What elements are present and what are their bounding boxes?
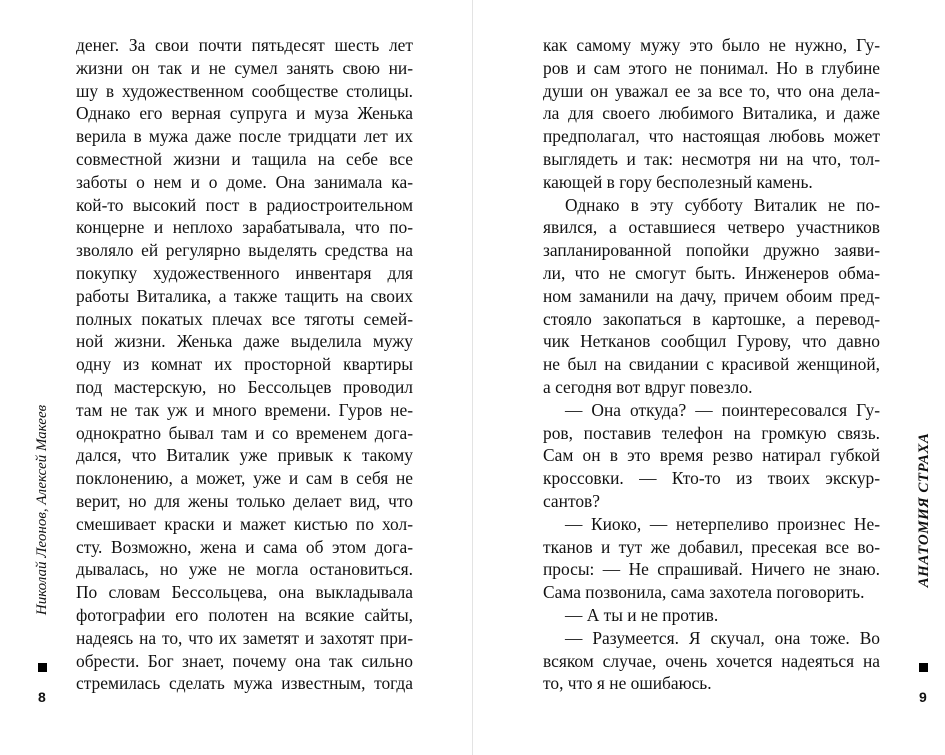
text-line: под мастерскую, но Бессольцев проводил	[76, 376, 413, 397]
text-line: сантов?	[543, 490, 600, 511]
text-line: верит, но для жены только делает вид, что	[76, 490, 413, 511]
text-line: предполагал, что настоящая любовь может	[543, 126, 880, 147]
text-line: однократно бывал там и со временем дога-	[76, 422, 413, 443]
text-line: концерне и неплохо зарабатывала, что по-	[76, 217, 413, 238]
text-line: работы Виталика, а также тащить на своих	[76, 285, 413, 306]
text-line: кой-то высокий пост в радиостроительном	[76, 194, 413, 215]
text-line: По словам Бессольцева, она выкладывала	[76, 582, 413, 603]
text-line: поклонению, а может, уже и сам в себя не	[76, 468, 413, 489]
text-line: не был на свидании с красивой женщиной,	[543, 354, 880, 375]
text-line: выглядеть и так: несмотря ни на что, тол-	[543, 148, 880, 169]
text-line: обрести. Бог знает, почему она так сильно	[76, 650, 413, 671]
text-line: Однако в эту субботу Виталик не по-	[565, 194, 880, 215]
text-line: жизни он так и не сумел занять свою ни-	[76, 57, 413, 78]
text-line: денег. За свои почти пятьдесят шесть лет	[76, 35, 413, 55]
square-bullet-icon	[38, 663, 47, 672]
left-page-text	[76, 34, 413, 695]
text-line: кающей в гору бесполезный камень.	[543, 171, 813, 192]
text-line: чик Неткaнов сообщил Гурову, что давно	[543, 331, 880, 352]
text-line: ров, поставив телефон на громкую связь.	[543, 422, 880, 443]
text-line: — Она откуда? — поинтересовался Гу-	[565, 399, 880, 420]
square-bullet-icon	[919, 663, 928, 672]
text-line: — А ты и не против.	[565, 604, 719, 625]
page-number-right: 9	[919, 689, 927, 705]
right-page-text	[543, 34, 880, 695]
author-running-head: Николай Леонов, Алексей Макеев	[34, 404, 50, 616]
text-line: Сама позвонила, сама захотела поговорить.	[543, 582, 865, 603]
text-line: верила в мужа даже после тридцати лет их	[76, 126, 413, 147]
text-line: Сам он в это время резво натирал губкой	[543, 445, 880, 466]
text-line: там не так уж и много времени. Гуров не-	[76, 399, 413, 420]
text-line: фотографии его полотен на всякие сайты,	[76, 604, 413, 625]
text-line: одну из комнат их просторной квартиры	[76, 354, 413, 375]
title-running-head: АНАТОМИЯ СТРАХА	[916, 432, 932, 588]
page-number-left: 8	[38, 689, 46, 705]
text-line: сту. Возможно, жена и сама об этом дога-	[76, 536, 413, 557]
text-line: ной жизни. Женька даже выделила мужу	[76, 331, 413, 352]
text-line: дывалась, но уже не могла остановиться.	[76, 559, 413, 580]
text-line: а сегодня вот вдруг повезло.	[543, 376, 753, 397]
text-line: полных покатых плечах все тяготы семей-	[76, 308, 413, 329]
text-line: кроссовки. — Кто-то из твоих экскур-	[543, 468, 880, 489]
text-line: ров и сам этого не понимал. Но в глубине	[543, 57, 880, 78]
text-line: то, что я не ошибаюсь.	[543, 673, 712, 694]
left-page	[0, 0, 472, 755]
text-line: надеясь на то, что их заметят и захотят при-	[76, 627, 413, 648]
text-line: — Разумеется. Я скучал, она тоже. Во	[565, 627, 880, 648]
text-line: стремилась сделать мужа известным, тогда	[76, 673, 413, 694]
text-line: ла для своего любимого Виталика, и даже	[543, 103, 880, 124]
text-line: ном заманили на дачу, причем обоим пред-	[543, 285, 880, 306]
text-line: шу в художественном сообществе столицы.	[76, 80, 413, 101]
text-line: Однако его верная супруга и муза Женька	[76, 103, 413, 124]
text-line: совместной жизни и тащила на себе все	[76, 148, 413, 169]
text-line: просы: — Не спрашивай. Ничего не знаю.	[543, 559, 880, 580]
text-line: души он уважал ее за все то, что она дела-	[543, 80, 880, 101]
text-line: — Киоко, — нетерпеливо произнес Не-	[565, 513, 880, 534]
right-page	[473, 0, 945, 755]
text-line: дался, что Виталик уже привык к такому	[76, 445, 413, 466]
text-line: покупку художественного инвентаря для	[76, 262, 413, 283]
text-line: всяком случае, очень хочется надеяться на	[543, 650, 880, 671]
text-line: явился, а оставшиеся четверо участников	[543, 217, 880, 238]
text-line: запланированной попойки дружно заяви-	[543, 240, 880, 261]
text-line: зволяло ей регулярно выделять средства на	[76, 240, 413, 261]
text-line: стояло закопаться в картошке, а перевод-	[543, 308, 880, 329]
text-line: заботы о нем и о доме. Она занимала ка-	[76, 171, 413, 192]
text-line: тканов и тут же добавил, пресекая все во-	[543, 536, 880, 557]
text-line: как самому мужу это было не нужно, Гу-	[543, 35, 880, 55]
right-running-head	[914, 330, 934, 690]
left-running-head	[32, 330, 52, 690]
text-line: ли, что не смогут быть. Инженеров обма-	[543, 262, 880, 283]
text-line: смешивает краски и мажет кистью по хол-	[76, 513, 413, 534]
